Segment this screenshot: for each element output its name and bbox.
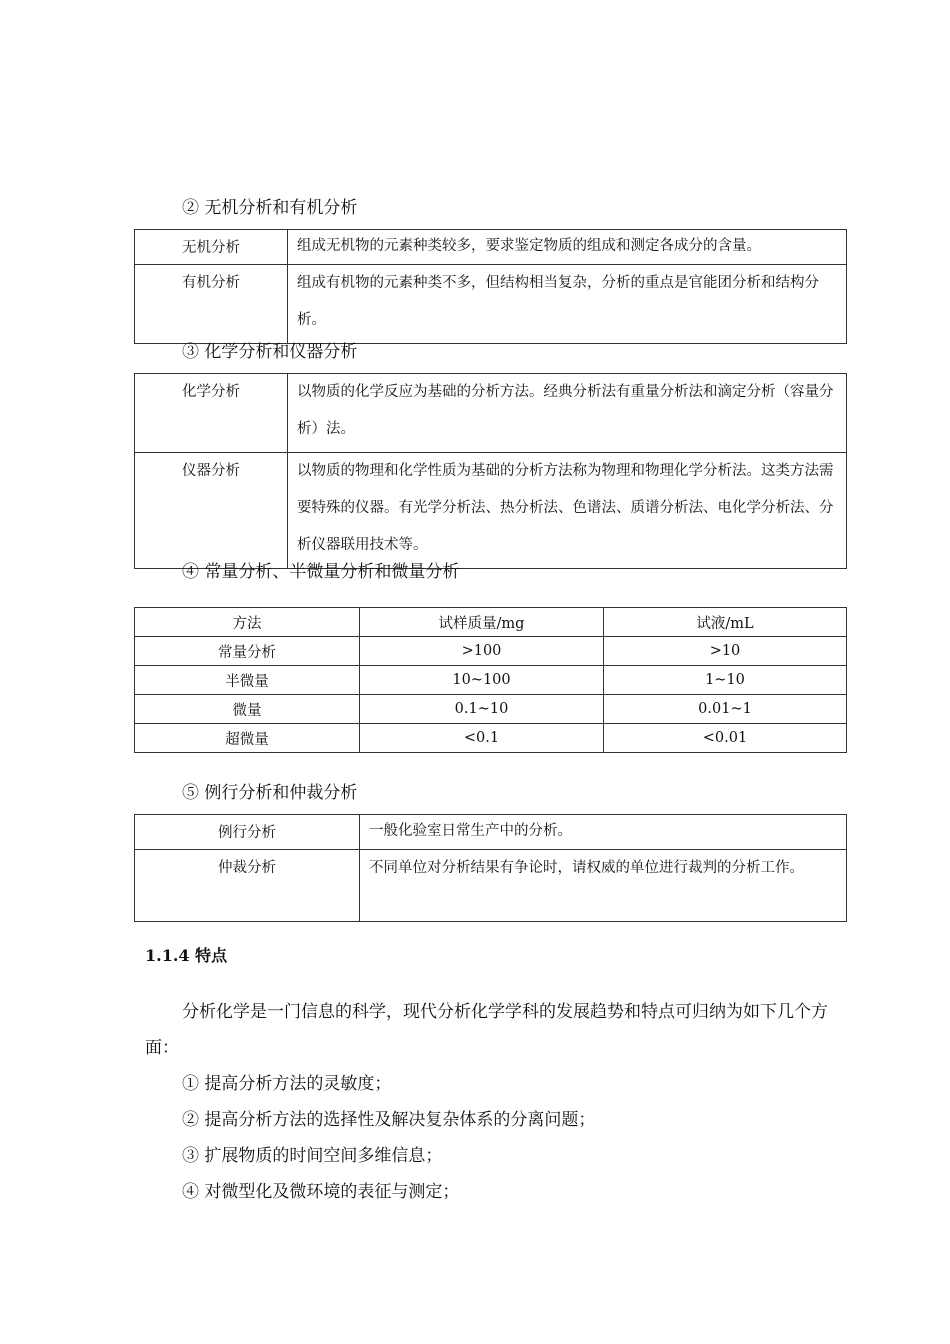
table-cell: 1~10: [604, 666, 847, 695]
table-row: [135, 230, 847, 265]
table-row: [135, 453, 847, 569]
feature-item: ② 提高分析方法的选择性及解决复杂体系的分离问题；: [182, 1110, 596, 1130]
feature-item: ① 提高分析方法的灵敏度；: [182, 1074, 392, 1094]
section-heading-routine-arbitration: ⑤ 例行分析和仲裁分析: [182, 783, 358, 803]
row-text: 一般化验室日常生产中的分析。: [360, 815, 847, 850]
section-title-features: 1.1.4 特点: [145, 946, 228, 965]
table-cell: <0.01: [604, 724, 847, 753]
table-cell: <0.1: [360, 724, 604, 753]
table-cell: 10~100: [360, 666, 604, 695]
table-row: [135, 666, 847, 695]
table-cell: 0.01~1: [604, 695, 847, 724]
sample-scale-table: [134, 607, 847, 753]
row-text: 组成无机物的元素种类较多，要求鉴定物质的组成和测定各成分的含量。: [288, 230, 847, 265]
row-label: 例行分析: [135, 815, 360, 850]
table-cell: >100: [360, 637, 604, 666]
feature-item: ③ 扩展物质的时间空间多维信息；: [182, 1146, 443, 1166]
section-heading-inorganic-organic: ② 无机分析和有机分析: [182, 198, 358, 218]
table-row: [135, 850, 847, 922]
table-cell: >10: [604, 637, 847, 666]
inorganic-organic-table: [134, 229, 847, 344]
table-cell: 微量: [135, 695, 360, 724]
table-header-row: [135, 608, 847, 637]
row-text: 不同单位对分析结果有争论时，请权威的单位进行裁判的分析工作。: [360, 850, 847, 922]
table-cell: 常量分析: [135, 637, 360, 666]
row-text: 以物质的物理和化学性质为基础的分析方法称为物理和物理化学分析法。这类方法需要特殊的仪器。有光学分析法、热分析法、色谱法、质谱分析法、电化学分析法、分析仪器联用技术等。: [288, 453, 847, 569]
table-row: [135, 724, 847, 753]
row-label: 仪器分析: [135, 453, 288, 569]
table-row: [135, 637, 847, 666]
row-text: 以物质的化学反应为基础的分析方法。经典分析法有重量分析法和滴定分析（容量分析）法。: [288, 374, 847, 453]
chemical-instrumental-table: [134, 373, 847, 569]
row-label: 仲裁分析: [135, 850, 360, 922]
table-row: [135, 815, 847, 850]
table-cell: 0.1~10: [360, 695, 604, 724]
routine-arbitration-table: [134, 814, 847, 922]
section-heading-chemical-instrumental: ③ 化学分析和仪器分析: [182, 342, 358, 362]
table-cell: 半微量: [135, 666, 360, 695]
feature-item: ④ 对微型化及微环境的表征与测定；: [182, 1182, 460, 1202]
row-label: 化学分析: [135, 374, 288, 453]
row-label: 有机分析: [135, 265, 288, 344]
table-row: [135, 265, 847, 344]
table-row: [135, 374, 847, 453]
features-intro: 分析化学是一门信息的科学，现代分析化学学科的发展趋势和特点可归纳为如下几个方面：: [145, 1002, 828, 1058]
section-heading-sample-scale: ④ 常量分析、半微量分析和微量分析: [182, 562, 460, 582]
row-label: 无机分析: [135, 230, 288, 265]
column-header: 试液/mL: [604, 608, 847, 637]
column-header: 方法: [135, 608, 360, 637]
table-cell: 超微量: [135, 724, 360, 753]
table-row: [135, 695, 847, 724]
column-header: 试样质量/mg: [360, 608, 604, 637]
row-text: 组成有机物的元素种类不多，但结构相当复杂，分析的重点是官能团分析和结构分析。: [288, 265, 847, 344]
